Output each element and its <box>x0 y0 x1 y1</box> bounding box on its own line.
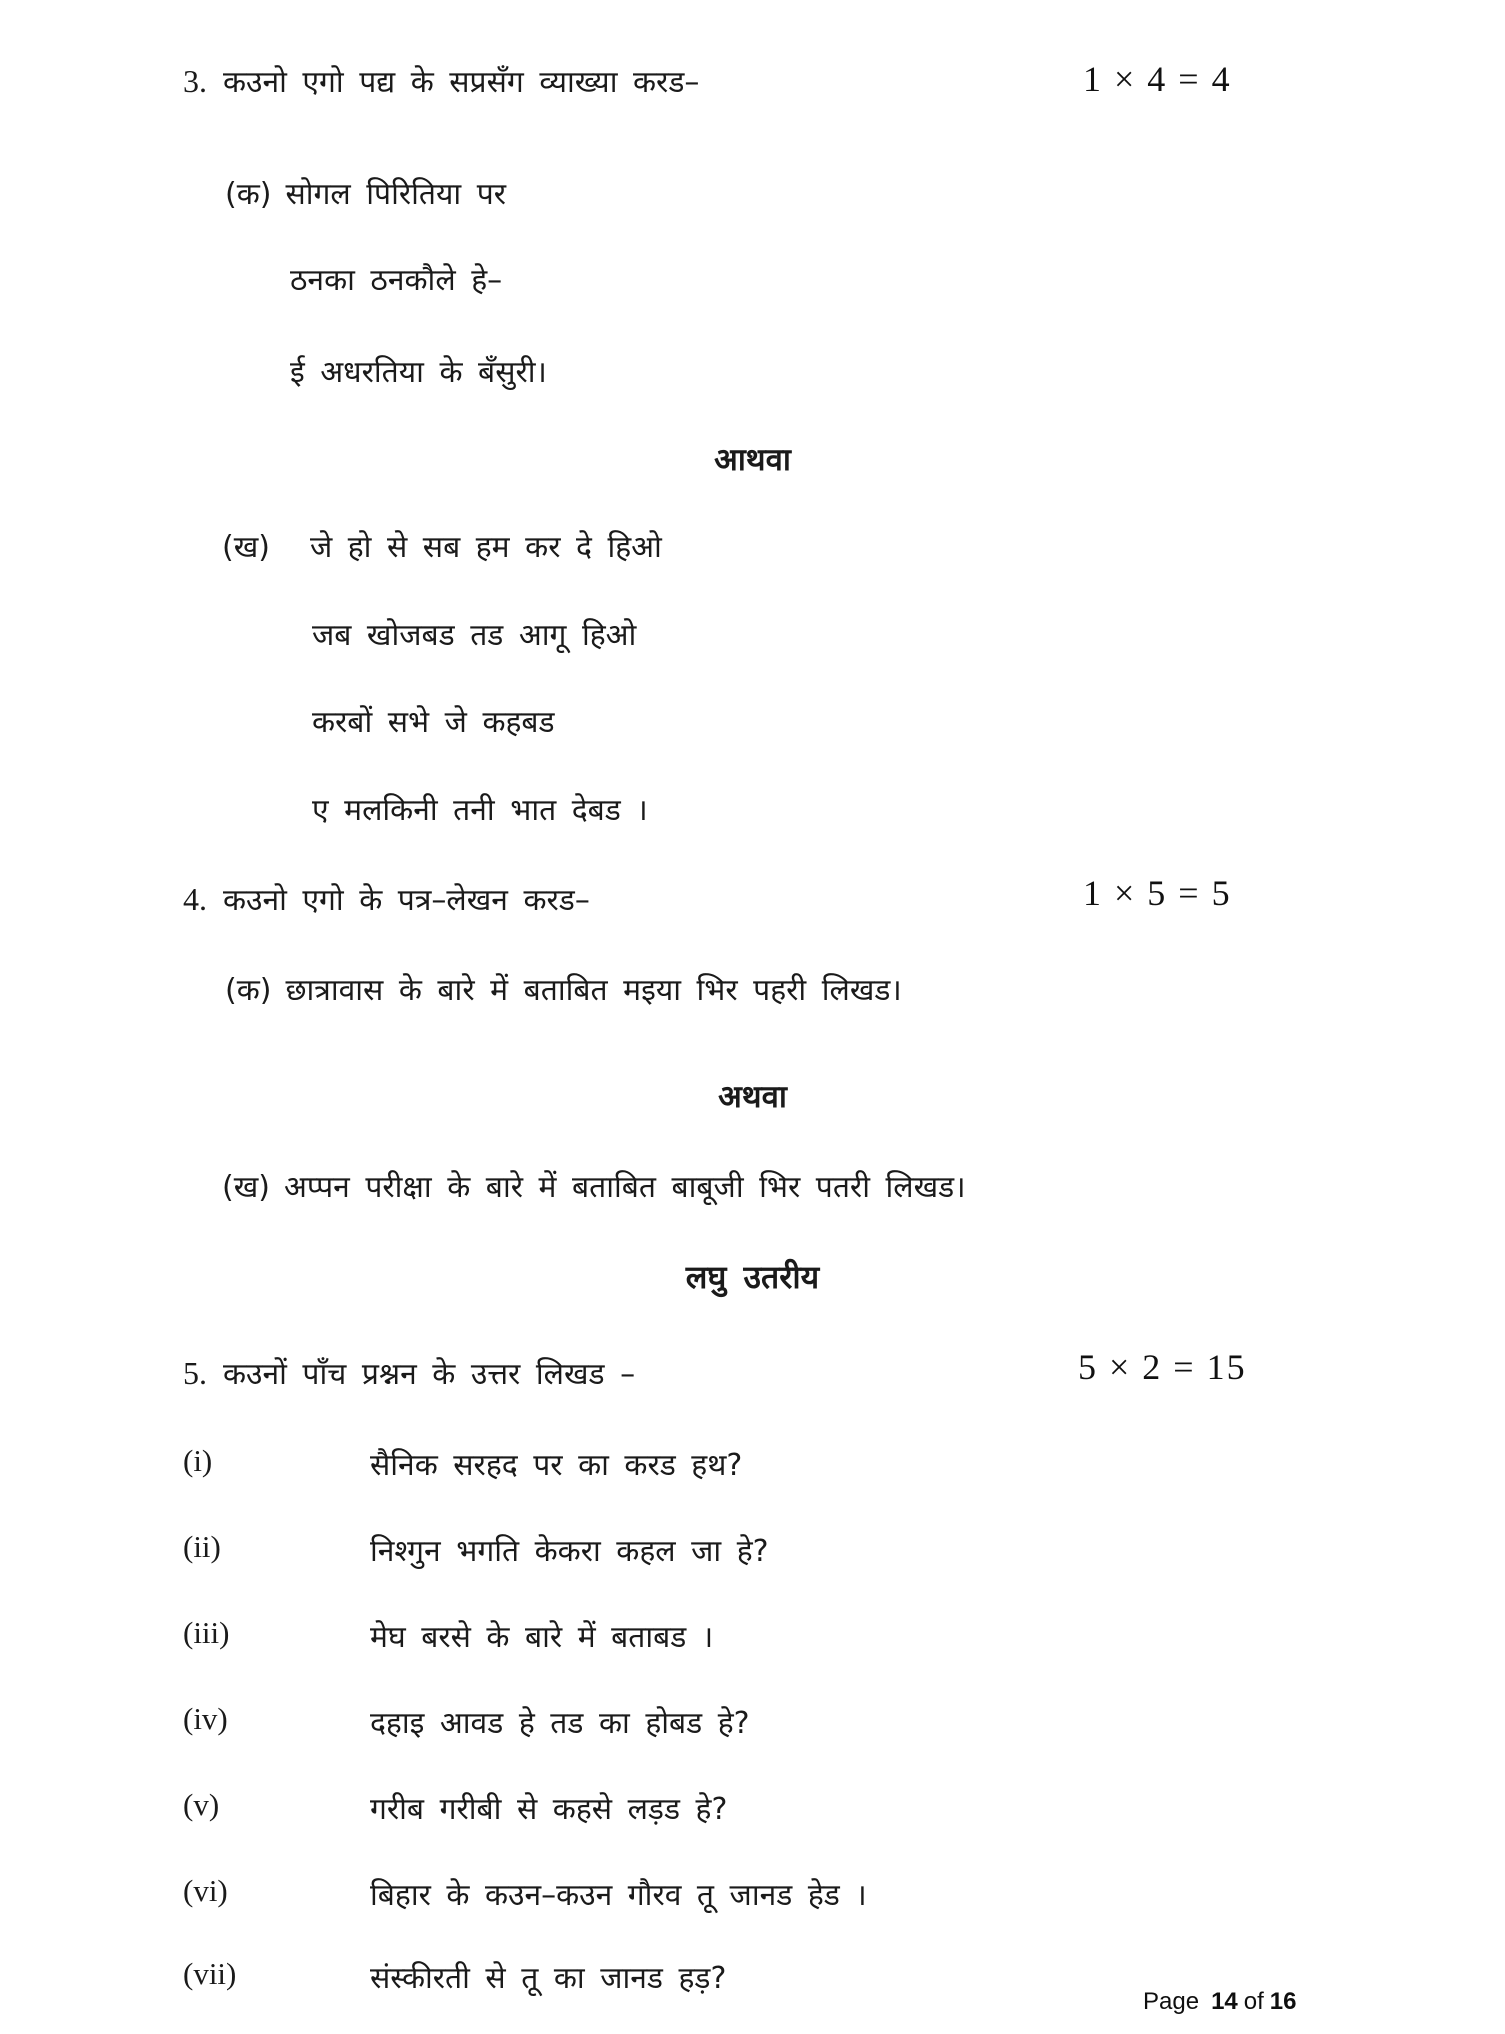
q3-option-b-line1 <box>222 525 662 566</box>
q5-item-1-text: सैनिक सरहद पर का करड हथ? <box>370 1448 743 1483</box>
q3-option-a-label: (क) <box>225 177 272 212</box>
q4-option-a-line <box>225 968 902 1009</box>
q3-option-a-text1: सोगल पिरितिया पर <box>285 177 507 212</box>
q5-item-4-text: दहाइ आवड हे तड का होबड हे? <box>370 1706 750 1741</box>
question-3-text: कउनो एगो पद्य के सप्रसँग व्याख्या करड– <box>223 65 700 100</box>
question-3-marks: 1 × 4 = 4 <box>1083 59 1232 99</box>
q5-item-3-numeral: (iii) <box>183 1615 230 1650</box>
question-3-number: 3. <box>183 63 207 99</box>
q4-option-a-text: छात्रावास के बारे में बताबित मइया भिर पहरी लिखड। <box>285 973 902 1008</box>
q3-option-a-text3: ई अधरतिया के बँसुरी। <box>290 355 547 390</box>
q3-option-b-text2: जब खोजबड तड आगू हिओ <box>312 618 637 653</box>
question-4-text: कउनो एगो के पत्र–लेखन करड– <box>223 883 590 918</box>
question-4-number: 4. <box>183 881 207 917</box>
q3-option-a-text2: ठनका ठनकौले हे– <box>290 263 503 298</box>
q5-item-3-text: मेघ बरसे के बारे में बताबड । <box>370 1620 714 1655</box>
footer-of: of <box>1243 1988 1264 2015</box>
q3-option-b-text1: जे हो से सब हम कर दे हिओ <box>309 530 662 565</box>
q3-option-b-text4: ए मलकिनी तनी भात देबड । <box>312 793 648 828</box>
q4-option-a-label: (क) <box>225 973 272 1008</box>
question-4-marks: 1 × 5 = 5 <box>1083 873 1232 913</box>
q5-item-4-numeral: (iv) <box>183 1701 228 1736</box>
q5-item-2-text: निश्गुन भगति केकरा कहल जा हे? <box>370 1534 769 1569</box>
q5-item-7-numeral: (vii) <box>183 1956 237 1991</box>
footer-total-pages: 16 <box>1269 1988 1297 2015</box>
question-5-number: 5. <box>183 1355 207 1391</box>
q4-option-b-text: अप्पन परीक्षा के बारे में बताबित बाबूजी भिर पतरी लिखड। <box>283 1170 966 1205</box>
footer-prefix: Page <box>1143 1988 1200 2015</box>
q5-item-6-text: बिहार के कउन–कउन गौरव तू जानड हेड । <box>370 1878 867 1913</box>
q5-item-1-numeral: (i) <box>183 1443 213 1478</box>
page-footer <box>1143 1988 1296 2016</box>
q3-option-b-text3: करबों सभे जे कहबड <box>312 705 555 740</box>
q5-item-7-text: संस्कीरती से तू का जानड हड़? <box>370 1961 727 1996</box>
q5-item-5-text: गरीब गरीबी से कहसे लड़ड हे? <box>370 1792 728 1827</box>
question-3-line <box>183 60 699 101</box>
q5-item-6-numeral: (vi) <box>183 1873 228 1908</box>
question-5-text: कउनों पाँच प्रश्नन के उत्तर लिखड – <box>223 1357 636 1392</box>
question-5-marks: 5 × 2 = 15 <box>1078 1347 1247 1387</box>
question-5-line <box>183 1352 635 1393</box>
footer-page-number: 14 <box>1211 1988 1238 2015</box>
q4-option-b-line <box>222 1165 966 1206</box>
q5-item-2-numeral: (ii) <box>183 1529 221 1564</box>
q3-option-b-label: (ख) <box>222 530 270 565</box>
question-4-line <box>183 878 590 919</box>
q3-or-heading: आथवा <box>714 442 791 478</box>
q4-or-heading: अथवा <box>718 1079 787 1115</box>
q3-option-a-line1 <box>225 172 506 213</box>
q5-item-5-numeral: (v) <box>183 1787 220 1822</box>
q4-option-b-label: (ख) <box>222 1170 270 1205</box>
section-heading: लघु उतरीय <box>685 1258 820 1296</box>
